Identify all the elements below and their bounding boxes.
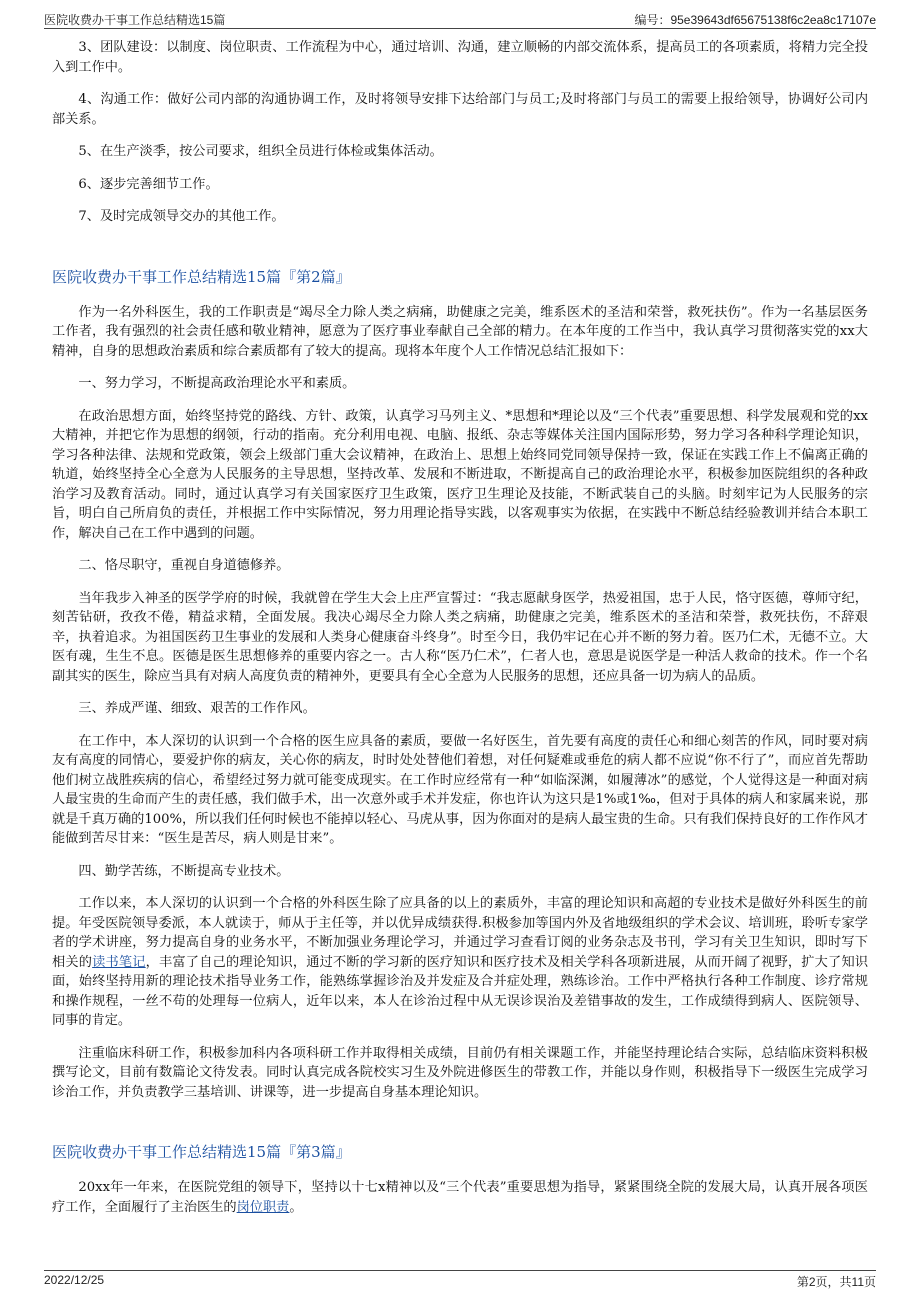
footer-date: 2022/12/25 [44,1273,105,1287]
paragraph: 作为一名外科医生，我的工作职责是“竭尽全力除人类之病痛，助健康之完美，维系医术的圣洁和荣誉，救死扶伤”。作为一名基层医务工作者，我有强烈的社会责任感和敬业精神，愿意为了医疗事业奉献自己全部的精力。在本年度的工作当中，我认真学习贯彻落实党的xx大精神，自身的思想政治素质和综合素质都有了较大的提高。现将本年度个人工作情况总结汇报如下： [52,304,868,359]
header-doc-code: 编号：95e39643df65675138f6c2ea8c17107e [634,13,876,27]
paragraph [52,894,868,1031]
paragraph: 四、勤学苦练，不断提高专业技术。 [78,863,290,879]
section-heading-2[interactable]: 医院收费办干事工作总结精选15篇『第2篇』 [52,267,351,286]
paragraph-text: 20xx年一年来，在医院党组的领导下，坚持以十七x精神以及“三个代表”重要思想为指导，紧紧围绕全院的发展大局，认真开展各项医疗工作，全面履行了主治医生的 [52,1180,868,1215]
paragraph: 在政治思想方面，始终坚持党的路线、方针、政策，认真学习马列主义、*思想和*理论以及“三个代表”重要思想、科学发展观和党的xx大精神，并把它作为思想的纲领，行动的指南。充分利用电视、电脑、报纸、杂志等媒体关注国内国际形势，努力学习各种科学理论知识，学习各种法律、法规和党政策，领会上级部门重大会议精神，在政治上、思想上始终同党同领导保持一致，保证在实践工作上不偏离正确的轨道，始终坚持全心全意为人民服务的主导思想，坚持改革、发展和不断进取，不断提高自己的政治理论水平，积极参加医院组织的各种政治学习及教育活动。同时，通过认真学习有关国家医疗卫生政策，医疗卫生理论及技能，不断武装自己的头脑。时刻牢记为人民服务的宗旨，明白自己所肩负的责任，并根据工作中实际情况，努力用理论指导实践，以客观事实为依据，在实践中不断总结经验教训并结合本职工作，解决自己在工作中遇到的问题。 [52,408,868,541]
paragraph-text: 工作以来，本人深切的认识到一个合格的外科医生除了应具备的以上的素质外，丰富的理论知识和高超的专业技术是做好外科医生的前提。年受医院领导委派，本人就读于，师从于主任等，并以优异成绩获得.积极参加等国内外及省地级组织的学术会议、培训班，聆听专家学者的学术讲座，努力提高自身的业务水平，不断加强业务理论学习，并通过学习查看订阅的业务杂志及书刊，学习有关卫生知识，即时写下相关的 [52,896,868,970]
paragraph [52,1178,868,1217]
paragraph: 7、及时完成领导交办的其他工作。 [78,209,285,224]
paragraph-text: ，丰富了自己的理论知识，通过不断的学习新的医疗知识和医疗技术及相关学科各项新进展，从而开阔了视野，扩大了知识面，始终坚持用新的理论技术指导业务工作，能熟练掌握诊治及并发症及合并症处理，熟练诊治。工作中严格执行各种工作制度、诊疗常规和操作规程，一丝不苟的处理每一位病人，近年以来，本人在诊治过程中从无误诊误治及差错事故的发生，工作成绩得到病人、医院领导、同事的肯定。 [52,954,869,1028]
job-duties-link[interactable]: 岗位职责 [236,1199,290,1215]
paragraph: 注重临床科研工作，积极参加科内各项科研工作并取得相关成绩，目前仍有相关课题工作，并能坚持理论结合实际，总结临床资料积极撰写论文，目前有数篇论文待发表。同时认真完成各院校实习生及外院进修医生的带教工作，并能以身作则，积极指导下一级医生完成学习诊治工作，并负责教学三基培训、讲课等，进一步提高自身基本理论知识。 [52,1045,868,1100]
paragraph: 当年我步入神圣的医学学府的时候，我就曾在学生大会上庄严宣誓过：“我志愿献身医学，热爱祖国，忠于人民，恪守医德，尊师守纪，刻苦钻研，孜孜不倦，精益求精，全面发展。我决心竭尽全力除人类之病痛，助健康之完美，维系医术的圣洁和荣誉，救死扶伤，不辞艰辛，执着追求。为祖国医药卫生事业的发展和人类身心健康奋斗终身”。时至今日，我仍牢记在心并不断的努力着。医乃仁术，无德不立。大医有魂，生生不息。医德是医生思想修养的重要内容之一。古人称“医乃仁术”，仁者人也，意思是说医学是一种活人救命的技术。作一个名副其实的医生，除应当具有对病人高度负责的精神外，更要具有全心全意为人民服务的思想，还应具备一切为病人的品质。 [52,590,868,684]
section-heading-3[interactable]: 医院收费办干事工作总结精选15篇『第3篇』 [52,1143,351,1161]
header-title: 医院收费办干事工作总结精选15篇 [44,13,226,27]
paragraph: 三、养成严谨、细致、艰苦的工作作风。 [78,701,316,716]
page-footer [44,1270,876,1291]
document-body [52,38,868,1230]
footer-page-number: 第2页，共11页 [796,1275,876,1289]
reading-notes-link[interactable]: 读书笔记 [92,954,146,970]
paragraph: 一、努力学习，不断提高政治理论水平和素质。 [78,376,356,391]
paragraph: 二、恪尽职守，重视自身道德修养。 [78,558,290,573]
paragraph: 在工作中，本人深切的认识到一个合格的医生应具备的素质，要做一名好医生，首先要有高度的责任心和细心刻苦的作风，同时要对病友有高度的同情心，要爱护你的病友，关心你的病友，时时处处替他们着想，对任何疑难或垂危的病人都不应说“你不行了”，而应首先帮助他们树立战胜疾病的信心，希望经过努力就可能变成现实。在工作时应经常有一种“如临深渊，如履薄冰”的感觉，个人觉得这是一种面对病人最宝贵的生命而产生的责任感，我们做手术，出一次意外或手术并发症，你也许认为这只是1%或1‰，但对于具体的病人和家属来说，那就是千真万确的100%，所以我们任何时候也不能掉以轻心、马虎从事，因为你面对的是病人最宝贵的生命。只有我们保持良好的工作作风才能做到苦尽甘来：“医生是苦尽，病人则是甘来”。 [52,733,868,846]
paragraph-text: 。 [289,1199,303,1215]
paragraph: 6、逐步完善细节工作。 [78,176,219,192]
paragraph: 4、沟通工作：做好公司内部的沟通协调工作，及时将领导安排下达给部门与员工;及时将部门与员工的需要上报给领导，协调好公司内部关系。 [52,92,868,127]
page-header [44,8,876,29]
paragraph: 3、团队建设：以制度、岗位职责、工作流程为中心，通过培训、沟通，建立顺畅的内部交流体系，提高员工的各项素质，将精力完全投入到工作中。 [52,40,868,75]
paragraph: 5、在生产淡季，按公司要求，组织全员进行体检或集体活动。 [78,144,443,159]
